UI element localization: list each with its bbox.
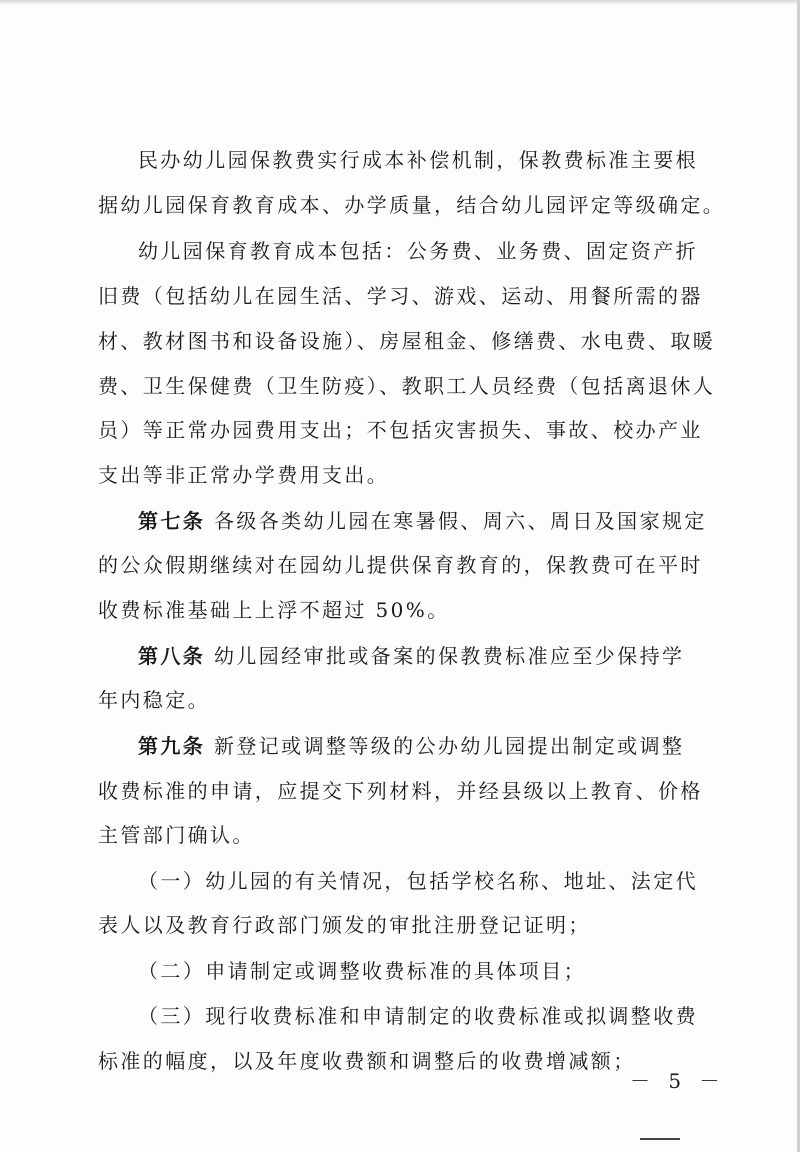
paragraph-line: 据幼儿园保育教育成本、办学质量，结合幼儿园评定等级确定。 <box>98 193 726 217</box>
scan-bottom-mark <box>640 1138 680 1148</box>
article-heading: 第七条 <box>138 509 206 533</box>
article-7-line: 第七条 各级各类幼儿园在寒暑假、周六、周日及国家规定 <box>138 509 707 533</box>
paragraph-line: 费、卫生保健费（卫生防疫）、教职工人员经费（包括离退休人 <box>98 374 716 398</box>
paragraph-line: 员）等正常办园费用支出；不包括灾害损失、事故、校办产业 <box>98 418 703 442</box>
list-item-line: （二）申请制定或调整收费标准的具体项目； <box>138 959 586 983</box>
paragraph-line: 年内稳定。 <box>98 688 210 712</box>
paragraph-line: 旧费（包括幼儿在园生活、学习、游戏、运动、用餐所需的器 <box>98 284 703 308</box>
paragraph-line: 民办幼儿园保教费实行成本补偿机制，保教费标准主要根 <box>138 148 698 172</box>
paragraph-line: 收费标准基础上上浮不超过 50%。 <box>98 598 450 622</box>
article-8-line: 第八条 幼儿园经审批或备案的保教费标准应至少保持学 <box>138 644 685 668</box>
article-9-line: 第九条 新登记或调整等级的公办幼儿园提出制定或调整 <box>138 734 685 758</box>
paragraph-line: 主管部门确认。 <box>98 823 255 847</box>
paragraph-line: 收费标准的申请，应提交下列材料，并经县级以上教育、价格 <box>98 779 703 803</box>
article-heading: 第八条 <box>138 644 206 668</box>
paragraph-line: 表人以及教育行政部门颁发的审批注册登记证明； <box>98 913 591 937</box>
paragraph-line: 的公众假期继续对在园幼儿提供保育教育的，保教费可在平时 <box>98 553 703 577</box>
list-item-line: （三）现行收费标准和申请制定的收费标准或拟调整收费 <box>138 1004 698 1028</box>
page-number: － 5 － <box>630 1069 726 1093</box>
paragraph-line: 材、教材图书和设备设施）、房屋租金、修缮费、水电费、取暖 <box>98 329 716 353</box>
scan-top-edge <box>0 0 800 4</box>
list-item-line: （一）幼儿园的有关情况，包括学校名称、地址、法定代 <box>138 869 698 893</box>
article-heading: 第九条 <box>138 734 206 758</box>
paragraph-line: 标准的幅度，以及年度收费额和调整后的收费增减额； <box>98 1049 636 1073</box>
paragraph-line: 支出等非正常办学费用支出。 <box>98 463 390 487</box>
paragraph-line: 幼儿园保育教育成本包括：公务费、业务费、固定资产折 <box>138 239 698 263</box>
